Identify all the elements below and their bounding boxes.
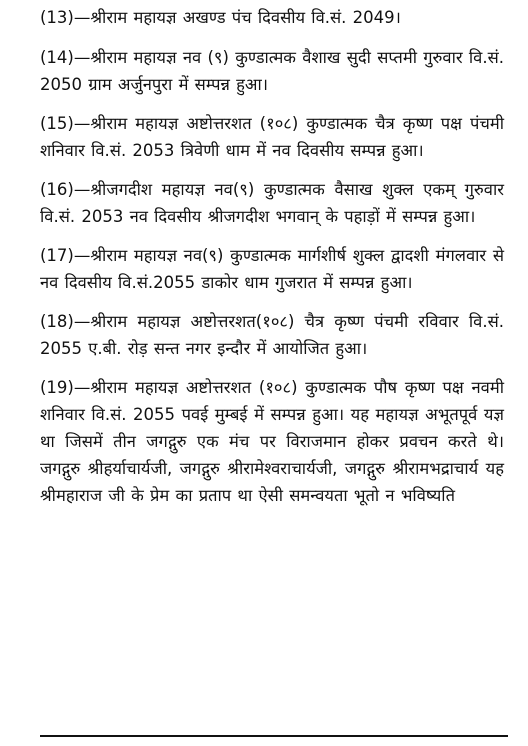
entry-16: (16)—श्रीजगदीश महायज्ञ नव(९) कुण्डात्मक वैसाख शुक्ल एकम् गुरुवार वि.सं. 2053 नव दिवसीय श्रीजगदीश भगवान् के पहाड़ों में सम्पन्न हुआ।	[40, 180, 504, 226]
bottom-divider	[40, 735, 508, 737]
entry-19: (19)—श्रीराम महायज्ञ अष्टोत्तरशत (१०८) कुण्डात्मक पौष कृष्ण पक्ष नवमी शनिवार वि.सं. 2055 पवई मुम्बई में सम्पन्न हुआ। यह महायज्ञ अभूतपूर्व यज्ञ था जिसमें तीन जगद्गुरु एक मंच पर विराजमान होकर प्रवचन करते थे। जगद्गुरु श्रीहर्याचार्यजी, जगद्गुरु श्रीरामेश्वराचार्यजी, जगद्गुरु श्रीरामभद्राचार्य यह श्रीमहाराज जी के प्रेम का प्रताप था ऐसी समन्वयता भूतो न भविष्यति	[40, 378, 504, 505]
entry-15: (15)—श्रीराम महायज्ञ अष्टोत्तरशत (१०८) कुण्डात्मक चैत्र कृष्ण पक्ष पंचमी शनिवार वि.सं. 2053 त्रिवेणी धाम में नव दिवसीय सम्पन्न हुआ।	[40, 114, 504, 160]
entry-18: (18)—श्रीराम महायज्ञ अष्टोत्तरशत(१०८) चैत्र कृष्ण पंचमी रविवार वि.सं. 2055 ए.बी. रोड़ सन्त नगर इन्दौर में आयोजित हुआ।	[40, 312, 504, 358]
entry-13: (13)—श्रीराम महायज्ञ अखण्ड पंच दिवसीय वि.सं. 2049।	[40, 8, 401, 27]
entry-14: (14)—श्रीराम महायज्ञ नव (९) कुण्डात्मक वैशाख सुदी सप्तमी गुरुवार वि.सं. 2050 ग्राम अर्जुनपुरा में सम्पन्न हुआ।	[40, 48, 504, 94]
entry-17: (17)—श्रीराम महायज्ञ नव(९) कुण्डात्मक मार्गशीर्ष शुक्ल द्वादशी मंगलवार से नव दिवसीय वि.सं.2055 डाकोर धाम गुजरात में सम्पन्न हुआ।	[40, 246, 504, 292]
